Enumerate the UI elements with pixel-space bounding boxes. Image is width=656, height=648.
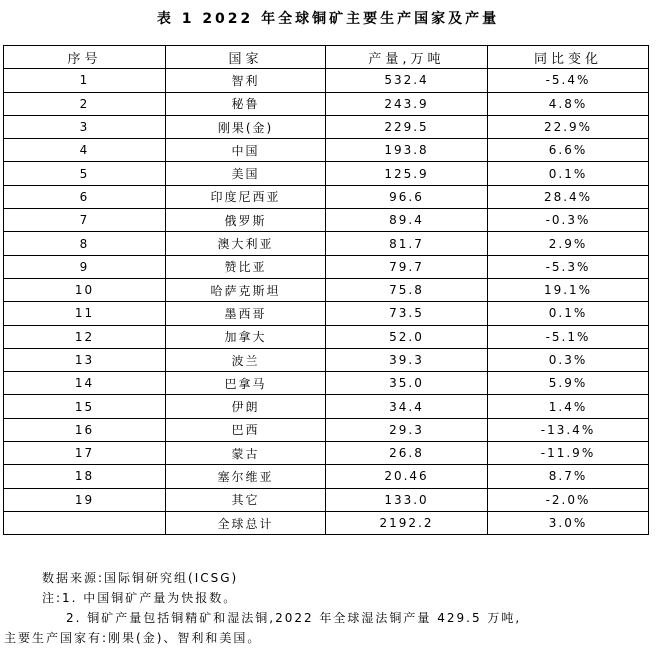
- cell-output: 133.0: [326, 488, 488, 511]
- table-row: [4, 488, 649, 511]
- cell-output: 89.4: [326, 209, 488, 232]
- cell-yoy: 4.8%: [488, 92, 649, 115]
- data-source: 数据来源:国际铜研究组(ICSG): [42, 571, 239, 585]
- table-row: [4, 395, 649, 418]
- cell-country: 中国: [166, 139, 326, 162]
- note-1: 注:1. 中国铜矿产量为快报数。: [42, 591, 238, 605]
- table-row: [4, 69, 649, 92]
- table-row: [4, 162, 649, 185]
- cell-country: 俄罗斯: [166, 209, 326, 232]
- cell-output: 73.5: [326, 302, 488, 325]
- table-row: [4, 348, 649, 371]
- cell-yoy: -5.1%: [488, 325, 649, 348]
- cell-yoy: -5.3%: [488, 255, 649, 278]
- table-row: [4, 185, 649, 208]
- cell-yoy: 8.7%: [488, 465, 649, 488]
- cell-no: 16: [4, 418, 166, 441]
- cell-yoy: 5.9%: [488, 372, 649, 395]
- note-2-line-1: 2. 铜矿产量包括铜精矿和湿法铜,2022 年全球湿法铜产量 429.5 万吨,: [66, 611, 522, 625]
- cell-no: 17: [4, 442, 166, 465]
- cell-country: 全球总计: [166, 511, 326, 534]
- cell-no: 3: [4, 115, 166, 138]
- cell-output: 2192.2: [326, 511, 488, 534]
- cell-country: 巴拿马: [166, 372, 326, 395]
- table-row: [4, 92, 649, 115]
- table-title: 表 1 2022 年全球铜矿主要生产国家及产量: [156, 11, 500, 27]
- cell-country: 其它: [166, 488, 326, 511]
- cell-output: 81.7: [326, 232, 488, 255]
- cell-country: 墨西哥: [166, 302, 326, 325]
- cell-country: 智利: [166, 69, 326, 92]
- cell-yoy: 6.6%: [488, 139, 649, 162]
- table-row: [4, 209, 649, 232]
- header-output: 产量,万吨: [326, 46, 488, 69]
- table-row: [4, 278, 649, 301]
- cell-yoy: 0.3%: [488, 348, 649, 371]
- cell-no: 13: [4, 348, 166, 371]
- cell-country: 塞尔维亚: [166, 465, 326, 488]
- cell-yoy: 0.1%: [488, 162, 649, 185]
- header-country: 国家: [166, 46, 326, 69]
- cell-yoy: 2.9%: [488, 232, 649, 255]
- cell-no: 4: [4, 139, 166, 162]
- copper-production-table: [3, 45, 649, 535]
- cell-output: 79.7: [326, 255, 488, 278]
- table-row: [4, 139, 649, 162]
- cell-output: 20.46: [326, 465, 488, 488]
- cell-no: [4, 511, 166, 534]
- cell-country: 哈萨克斯坦: [166, 278, 326, 301]
- cell-output: 243.9: [326, 92, 488, 115]
- cell-no: 19: [4, 488, 166, 511]
- table-row: [4, 255, 649, 278]
- cell-yoy: 0.1%: [488, 302, 649, 325]
- cell-output: 229.5: [326, 115, 488, 138]
- cell-country: 美国: [166, 162, 326, 185]
- cell-yoy: 19.1%: [488, 278, 649, 301]
- cell-output: 26.8: [326, 442, 488, 465]
- cell-output: 532.4: [326, 69, 488, 92]
- table-row: [4, 465, 649, 488]
- cell-no: 12: [4, 325, 166, 348]
- cell-yoy: -2.0%: [488, 488, 649, 511]
- cell-country: 澳大利亚: [166, 232, 326, 255]
- table-row: [4, 302, 649, 325]
- table-row: [4, 418, 649, 441]
- table-row: [4, 372, 649, 395]
- cell-output: 29.3: [326, 418, 488, 441]
- cell-output: 75.8: [326, 278, 488, 301]
- cell-yoy: 3.0%: [488, 511, 649, 534]
- cell-output: 35.0: [326, 372, 488, 395]
- cell-output: 193.8: [326, 139, 488, 162]
- header-row: [4, 46, 649, 69]
- cell-output: 34.4: [326, 395, 488, 418]
- cell-output: 39.3: [326, 348, 488, 371]
- cell-no: 14: [4, 372, 166, 395]
- cell-no: 11: [4, 302, 166, 325]
- cell-country: 印度尼西亚: [166, 185, 326, 208]
- cell-country: 蒙古: [166, 442, 326, 465]
- cell-no: 2: [4, 92, 166, 115]
- cell-no: 7: [4, 209, 166, 232]
- header-no: 序号: [4, 46, 166, 69]
- cell-yoy: -5.4%: [488, 69, 649, 92]
- cell-output: 52.0: [326, 325, 488, 348]
- footnotes: [0, 568, 656, 648]
- table-row: [4, 232, 649, 255]
- cell-country: 秘鲁: [166, 92, 326, 115]
- cell-no: 15: [4, 395, 166, 418]
- header-yoy: 同比变化: [488, 46, 649, 69]
- cell-yoy: -11.9%: [488, 442, 649, 465]
- cell-output: 125.9: [326, 162, 488, 185]
- cell-no: 18: [4, 465, 166, 488]
- cell-no: 8: [4, 232, 166, 255]
- table-row: [4, 115, 649, 138]
- table-row: [4, 442, 649, 465]
- cell-yoy: 28.4%: [488, 185, 649, 208]
- cell-yoy: -0.3%: [488, 209, 649, 232]
- cell-no: 10: [4, 278, 166, 301]
- note-2-line-2: 主要生产国家有:刚果(金)、智利和美国。: [4, 631, 262, 645]
- cell-no: 9: [4, 255, 166, 278]
- cell-yoy: 1.4%: [488, 395, 649, 418]
- cell-yoy: -13.4%: [488, 418, 649, 441]
- cell-output: 96.6: [326, 185, 488, 208]
- cell-country: 刚果(金): [166, 115, 326, 138]
- cell-country: 赞比亚: [166, 255, 326, 278]
- cell-country: 波兰: [166, 348, 326, 371]
- table-row: [4, 325, 649, 348]
- cell-yoy: 22.9%: [488, 115, 649, 138]
- cell-country: 伊朗: [166, 395, 326, 418]
- cell-no: 1: [4, 69, 166, 92]
- cell-no: 6: [4, 185, 166, 208]
- cell-no: 5: [4, 162, 166, 185]
- cell-country: 巴西: [166, 418, 326, 441]
- total-row: [4, 511, 649, 534]
- cell-country: 加拿大: [166, 325, 326, 348]
